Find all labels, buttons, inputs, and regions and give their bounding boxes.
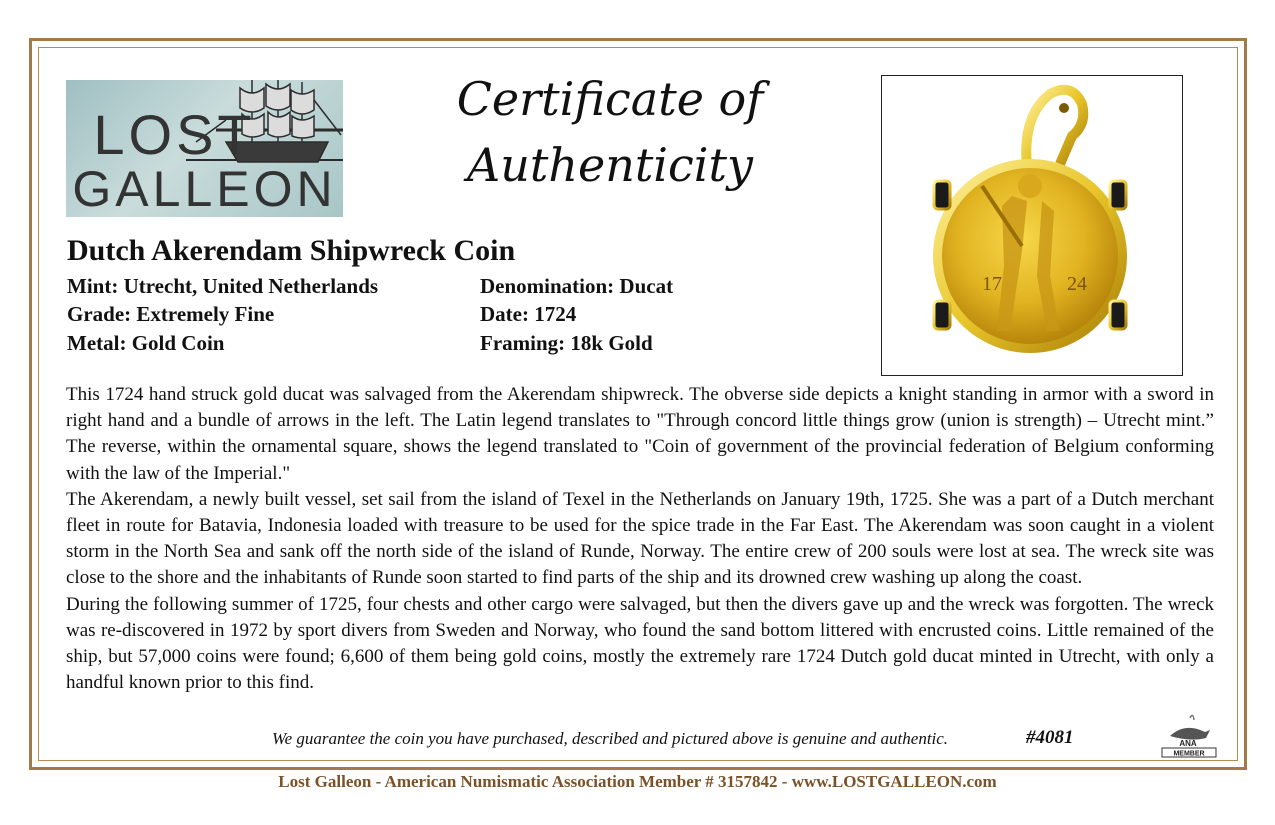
coin-title: Dutch Akerendam Shipwreck Coin <box>67 234 516 267</box>
footer-membership: Lost Galleon - American Numismatic Association Member # 3157842 - www.LOSTGALLEON.com <box>278 772 997 791</box>
coin-pendant-photo <box>881 75 1183 376</box>
certificate-title <box>440 66 780 198</box>
spec-metal: Metal: Gold Coin <box>67 331 225 355</box>
lost-galleon-logo <box>66 80 343 217</box>
guarantee-statement: We guarantee the coin you have purchased, described and pictured above is genuine and authentic. <box>272 729 949 748</box>
ana-lamp-icon <box>1150 708 1220 758</box>
description-paragraph: This 1724 hand struck gold ducat was salvaged from the Akerendam shipwreck. The obverse side depicts a knight standing in armor with a sword in right hand and a bundle of arrows in the left. The Latin legend translates to "Through concord little things grow (union is strength) – Utrecht mint.” The reverse, within the ornamental square, shows the legend translated to "Coin of government of the provincial federation of Belgium conforming with the law of the Imperial." <box>66 384 1214 484</box>
ana-member-label: MEMBER <box>1173 750 1205 758</box>
logo-word-lost: LOST <box>93 103 256 166</box>
ana-label: ANA <box>1179 739 1197 748</box>
spec-denomination: Denomination: Ducat <box>480 274 674 298</box>
certificate-number: #4081 <box>1026 727 1074 748</box>
coin-year-left: 17 <box>982 273 1002 295</box>
spec-date: Date: 1724 <box>480 302 577 326</box>
logo-word-galleon: GALLEON <box>72 161 337 217</box>
description-paragraph: During the following summer of 1725, four chests and other cargo were salvaged, but then the divers gave up and the wreck was forgotten. The wreck was re-discovered in 1972 by sport divers from Sweden and Norway, who found the sand bottom littered with encrusted coins. Little remained of the ship, but 57,000 coins were found; 6,600 of them being gold coins, mostly the extremely rare 1724 Dutch gold ducat minted in Utrecht, with only a handful known prior to this find. <box>66 593 1214 694</box>
description-paragraph: The Akerendam, a newly built vessel, set sail from the island of Texel in the Netherlands on January 19th, 1725. She was a part of a Dutch merchant fleet in route for Batavia, Indonesia loaded with treasure to be used for the spice trade in the Far East. The Akerendam was soon caught in a violent storm in the North Sea and sank off the north side of the island of Runde, Norway. The entire crew of 200 souls were lost at sea. The wreck site was close to the shore and the inhabitants of Runde soon started to find parts of the ship and its drowned crew washing up along the coast. <box>66 488 1214 589</box>
certificate-title-line1: Certificate of <box>456 72 764 126</box>
ana-member-badge <box>1150 708 1220 758</box>
spec-grade: Grade: Extremely Fine <box>67 302 275 326</box>
coin-description <box>66 382 1214 696</box>
certificate-title-line2: Authenticity <box>467 138 753 192</box>
coin-year-right: 24 <box>1067 273 1087 295</box>
spec-mint: Mint: Utrecht, United Netherlands <box>67 274 379 298</box>
gold-coin-pendant-image <box>882 76 1182 375</box>
spec-framing: Framing: 18k Gold <box>480 331 653 355</box>
